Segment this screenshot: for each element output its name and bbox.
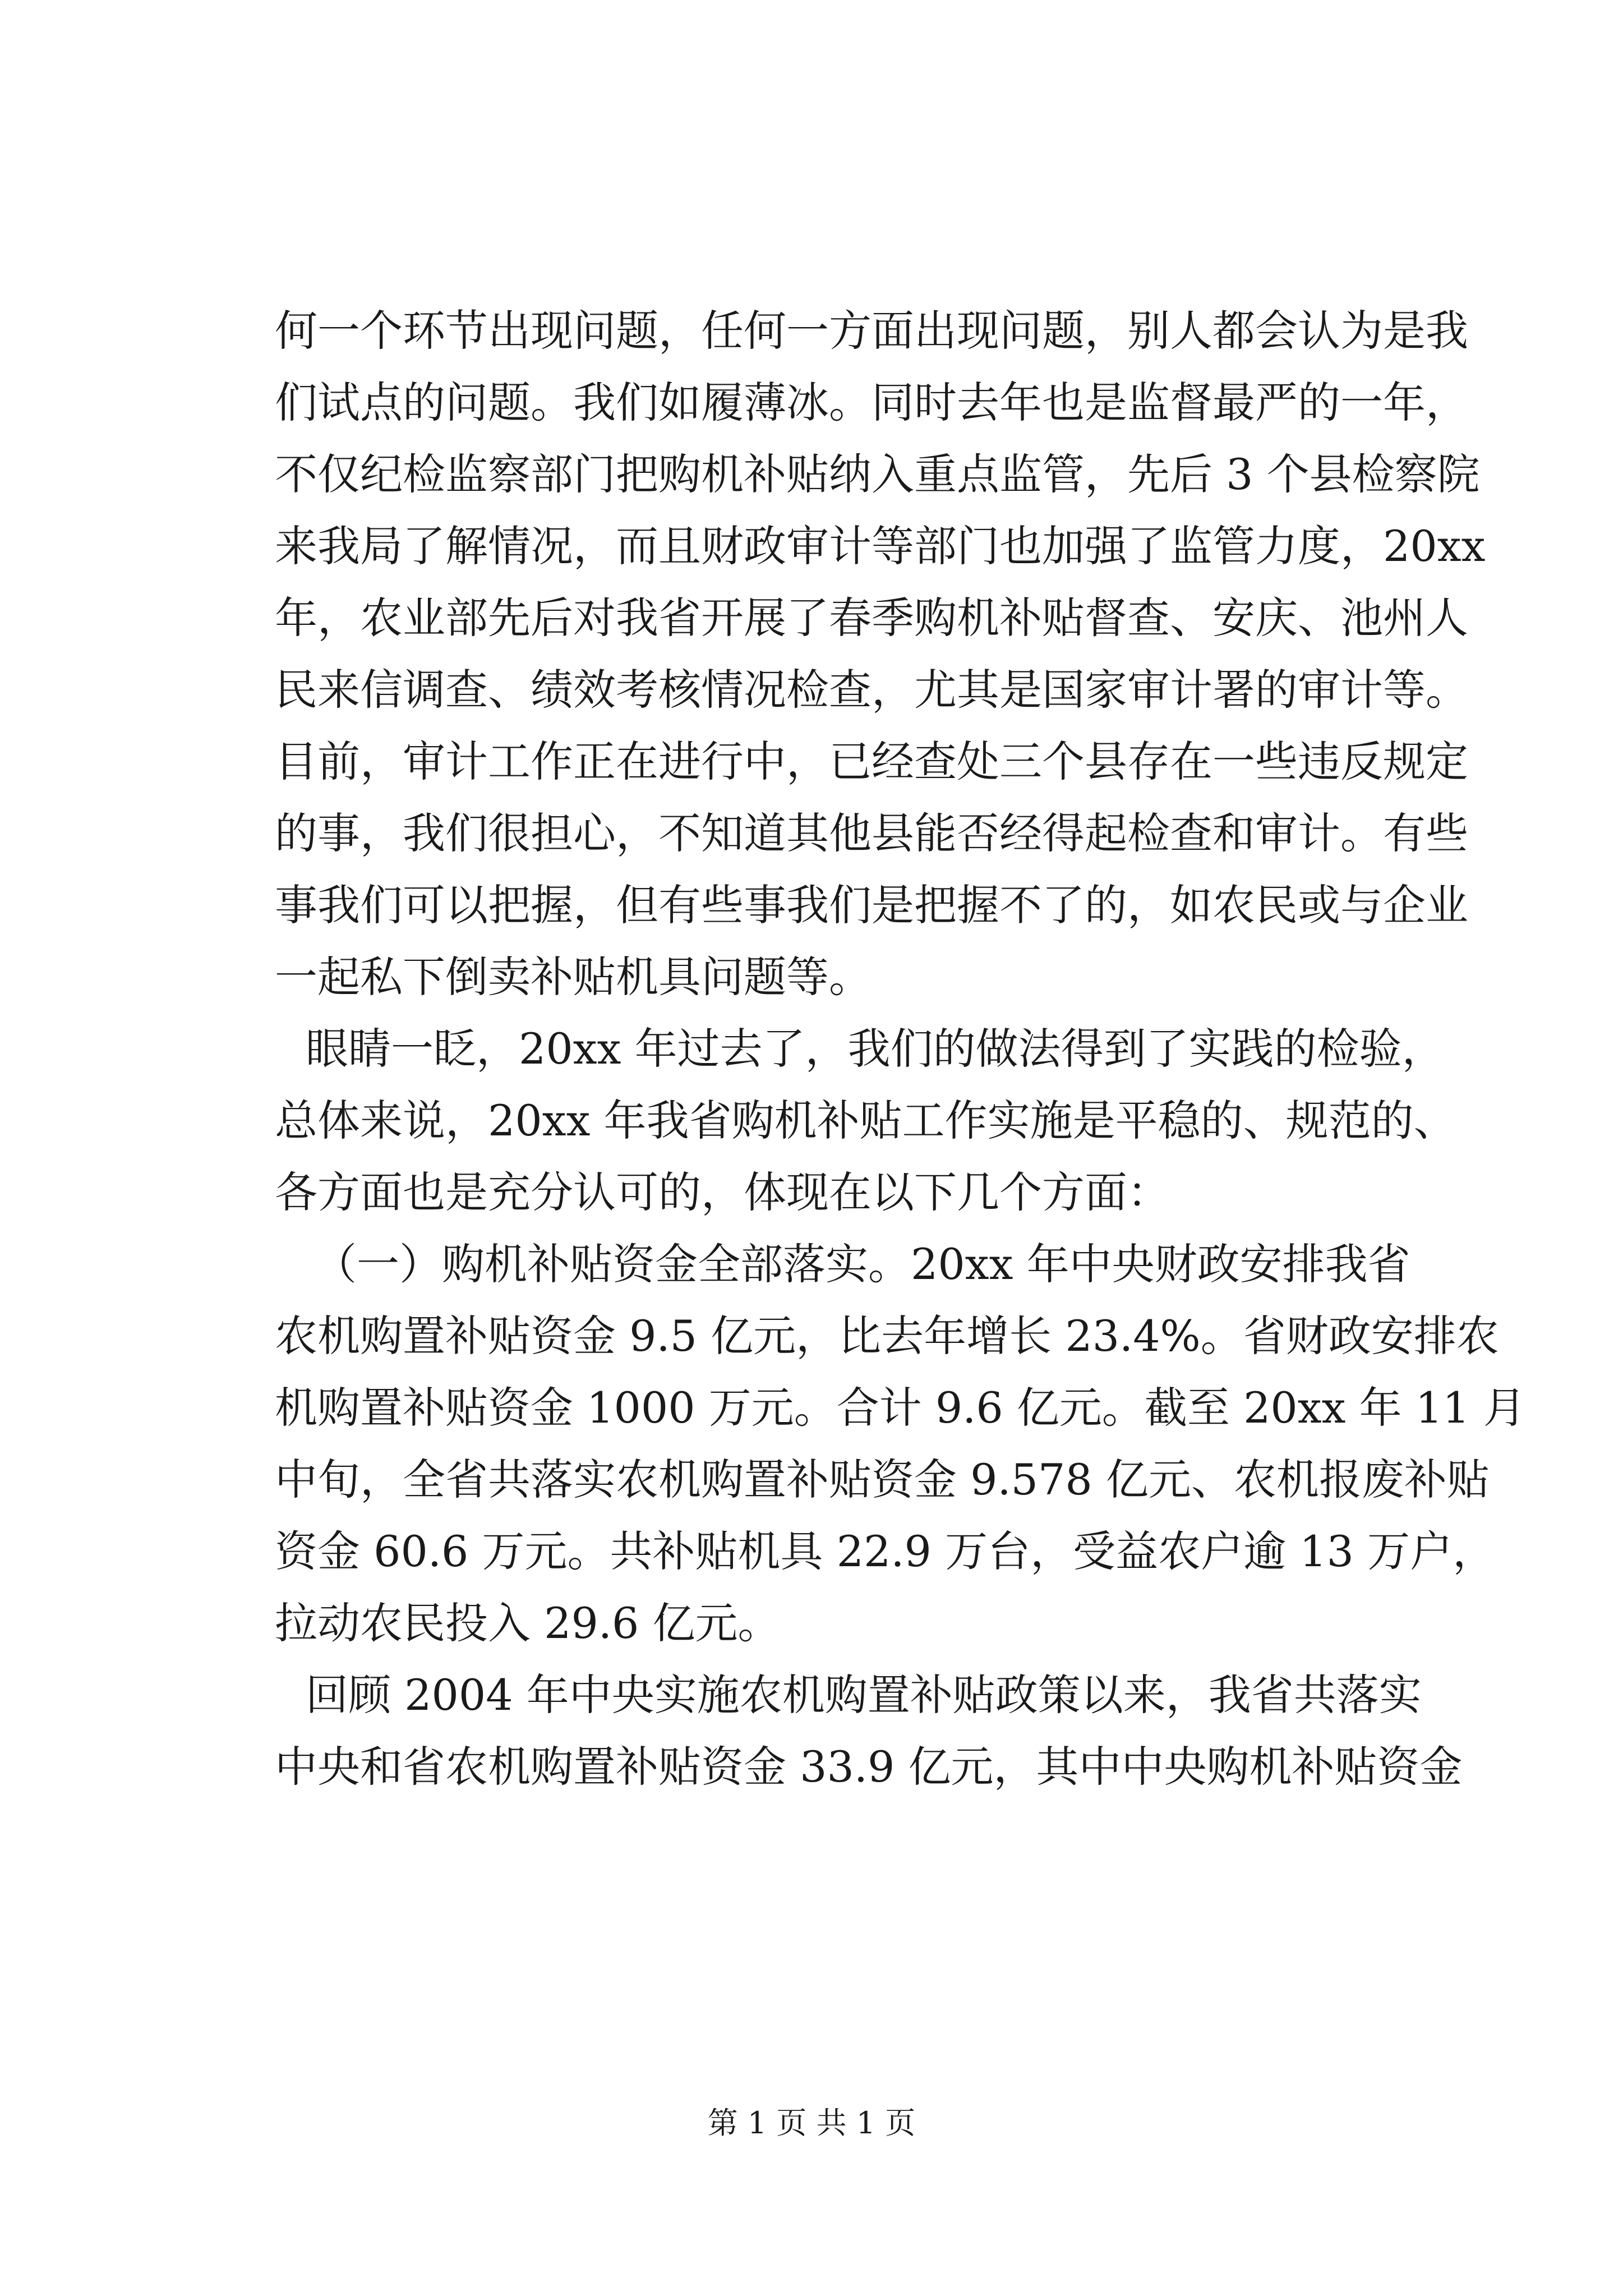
text-line: 民来信调查、绩效考核情况检查，尤其是国家审计署的审计等。 <box>275 665 1468 715</box>
text-line: 中央和省农机购置补贴资金 33.9 亿元，其中中央购机补贴资金 <box>275 1742 1463 1792</box>
text-line: 中旬，全省共落实农机购置补贴资金 9.578 亿元、农机报废补贴 <box>275 1455 1490 1504</box>
text-line: 回顾 2004 年中央实施农机购置补贴政策以来，我省共落实 <box>306 1670 1422 1720</box>
text-line: 总体来说，20xx 年我省购机补贴工作实施是平稳的、规范的、 <box>275 1096 1456 1145</box>
text-line: 不仅纪检监察部门把购机补贴纳入重点监管，先后 3 个县检察院 <box>275 449 1480 499</box>
text-line: 的事，我们很担心，不知道其他县能否经得起检查和审计。有些 <box>275 808 1468 858</box>
text-line: 各方面也是充分认可的，体现在以下几个方面： <box>275 1167 1170 1217</box>
page-footer: 第 1 页 共 1 页 <box>707 2105 916 2141</box>
text-line: 们试点的问题。我们如履薄冰。同时去年也是监督最严的一年， <box>275 378 1468 427</box>
text-line: 来我局了解情况，而且财政审计等部门也加强了监管力度，20xx <box>275 521 1486 571</box>
text-line: 年，农业部先后对我省开展了春季购机补贴督查、安庆、池州人 <box>275 593 1468 643</box>
text-line: 资金 60.6 万元。共补贴机具 22.9 万台，受益农户逾 13 万户， <box>275 1526 1496 1576</box>
text-line: 目前，审计工作正在进行中，已经查处三个县存在一些违反规定 <box>275 737 1468 786</box>
text-line: 农机购置补贴资金 9.5 亿元，比去年增长 23.4%。省财政安排农 <box>275 1311 1499 1361</box>
text-line: 眼睛一眨，20xx 年过去了，我们的做法得到了实践的检验， <box>306 1024 1445 1074</box>
text-line: 事我们可以把握，但有些事我们是把握不了的，如农民或与企业 <box>275 880 1468 930</box>
text-line: 拉动农民投入 29.6 亿元。 <box>275 1598 781 1648</box>
text-line: 一起私下倒卖补贴机具问题等。 <box>275 952 872 1002</box>
text-line: （一）购机补贴资金全部落实。20xx 年中央财政安排我省 <box>314 1239 1410 1289</box>
text-line: 何一个环节出现问题，任何一方面出现问题，别人都会认为是我 <box>275 306 1468 356</box>
text-line: 机购置补贴资金 1000 万元。合计 9.6 亿元。截至 20xx 年 11 月 <box>275 1383 1526 1433</box>
